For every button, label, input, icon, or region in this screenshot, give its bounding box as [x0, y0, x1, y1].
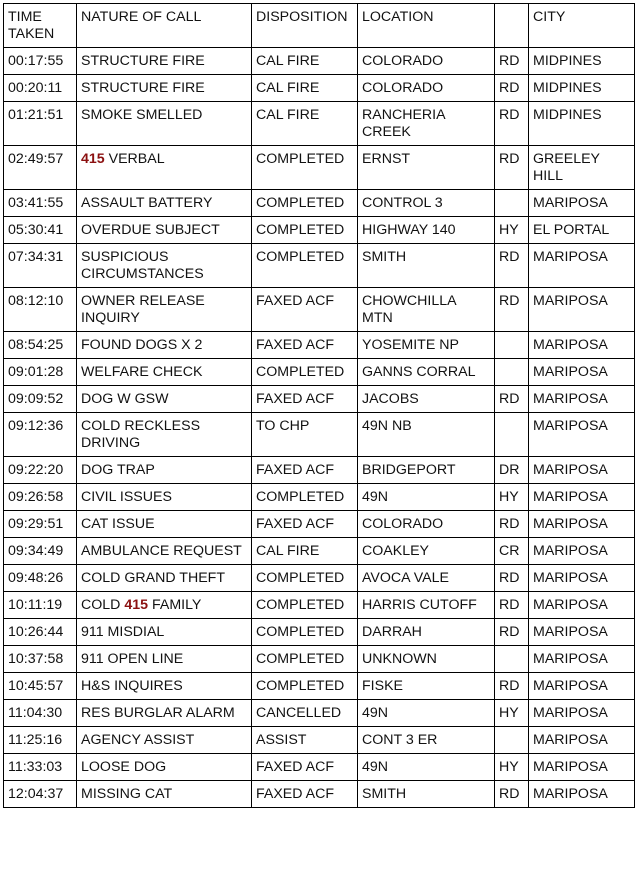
- cell-road-suffix: [495, 727, 529, 754]
- cell-road-suffix: RD: [495, 75, 529, 102]
- cell-time-taken: 08:12:10: [4, 288, 77, 332]
- header-disposition: DISPOSITION: [252, 4, 358, 48]
- cell-time-taken: 10:37:58: [4, 646, 77, 673]
- cell-disposition: TO CHP: [252, 413, 358, 457]
- table-row: [4, 102, 635, 146]
- cell-nature-of-call: [77, 538, 252, 565]
- cell-city: MARIPOSA: [529, 332, 635, 359]
- cell-road-suffix: RD: [495, 386, 529, 413]
- table-row: [4, 484, 635, 511]
- cell-location: DARRAH: [358, 619, 495, 646]
- call-nature-text: CIVIL ISSUES: [81, 489, 172, 505]
- table-row: [4, 288, 635, 332]
- call-nature-text: AGENCY ASSIST: [81, 732, 195, 748]
- cell-disposition: COMPLETED: [252, 484, 358, 511]
- call-nature-text: OWNER RELEASE INQUIRY: [81, 293, 205, 326]
- cell-disposition: CAL FIRE: [252, 102, 358, 146]
- cell-location: 49N: [358, 700, 495, 727]
- cell-city: MARIPOSA: [529, 484, 635, 511]
- cell-location: COLORADO: [358, 48, 495, 75]
- cell-disposition: FAXED ACF: [252, 332, 358, 359]
- call-nature-text: VERBAL: [104, 151, 165, 167]
- cell-city: GREELEY HILL: [529, 146, 635, 190]
- cell-disposition: COMPLETED: [252, 646, 358, 673]
- cell-city: MIDPINES: [529, 75, 635, 102]
- cell-road-suffix: [495, 646, 529, 673]
- cell-time-taken: 10:26:44: [4, 619, 77, 646]
- call-nature-text: CAT ISSUE: [81, 516, 155, 532]
- cell-city: MIDPINES: [529, 48, 635, 75]
- call-log-table: [3, 3, 635, 808]
- cell-road-suffix: RD: [495, 146, 529, 190]
- cell-time-taken: 11:33:03: [4, 754, 77, 781]
- table-row: [4, 457, 635, 484]
- call-code-415: 415: [81, 151, 105, 167]
- cell-disposition: COMPLETED: [252, 244, 358, 288]
- cell-nature-of-call: [77, 332, 252, 359]
- call-nature-text: MISSING CAT: [81, 786, 173, 802]
- cell-location: CHOWCHILLA MTN: [358, 288, 495, 332]
- cell-location: GANNS CORRAL: [358, 359, 495, 386]
- call-nature-text: AMBULANCE REQUEST: [81, 543, 242, 559]
- cell-disposition: FAXED ACF: [252, 457, 358, 484]
- cell-city: MARIPOSA: [529, 565, 635, 592]
- cell-time-taken: 09:22:20: [4, 457, 77, 484]
- call-nature-text: SUSPICIOUS CIRCUMSTANCES: [81, 249, 204, 282]
- cell-time-taken: 09:12:36: [4, 413, 77, 457]
- call-nature-text: OVERDUE SUBJECT: [81, 222, 220, 238]
- cell-road-suffix: [495, 190, 529, 217]
- cell-road-suffix: HY: [495, 700, 529, 727]
- cell-disposition: COMPLETED: [252, 146, 358, 190]
- cell-location: HIGHWAY 140: [358, 217, 495, 244]
- cell-nature-of-call: [77, 754, 252, 781]
- header-suffix: [495, 4, 529, 48]
- table-row: [4, 386, 635, 413]
- cell-nature-of-call: [77, 386, 252, 413]
- header-location: LOCATION: [358, 4, 495, 48]
- cell-location: HARRIS CUTOFF: [358, 592, 495, 619]
- cell-city: MARIPOSA: [529, 754, 635, 781]
- cell-nature-of-call: [77, 217, 252, 244]
- cell-nature-of-call: [77, 565, 252, 592]
- cell-nature-of-call: [77, 244, 252, 288]
- table-row: [4, 619, 635, 646]
- call-nature-text: 911 OPEN LINE: [81, 651, 184, 667]
- cell-time-taken: 09:34:49: [4, 538, 77, 565]
- cell-city: MARIPOSA: [529, 727, 635, 754]
- table-row: [4, 565, 635, 592]
- cell-nature-of-call: [77, 673, 252, 700]
- cell-nature-of-call: [77, 484, 252, 511]
- cell-time-taken: 11:04:30: [4, 700, 77, 727]
- call-nature-text: STRUCTURE FIRE: [81, 53, 205, 69]
- call-nature-text: STRUCTURE FIRE: [81, 80, 205, 96]
- cell-disposition: CAL FIRE: [252, 75, 358, 102]
- call-nature-text: WELFARE CHECK: [81, 364, 203, 380]
- table-row: [4, 754, 635, 781]
- header-time-taken: TIME TAKEN: [4, 4, 77, 48]
- cell-road-suffix: RD: [495, 592, 529, 619]
- cell-road-suffix: [495, 413, 529, 457]
- cell-location: COLORADO: [358, 75, 495, 102]
- table-row: [4, 217, 635, 244]
- cell-disposition: CANCELLED: [252, 700, 358, 727]
- cell-road-suffix: [495, 359, 529, 386]
- table-row: [4, 146, 635, 190]
- call-nature-text: LOOSE DOG: [81, 759, 167, 775]
- cell-disposition: FAXED ACF: [252, 754, 358, 781]
- call-nature-text: DOG TRAP: [81, 462, 155, 478]
- cell-nature-of-call: [77, 288, 252, 332]
- cell-city: MARIPOSA: [529, 700, 635, 727]
- cell-road-suffix: RD: [495, 619, 529, 646]
- table-row: [4, 592, 635, 619]
- cell-location: COLORADO: [358, 511, 495, 538]
- cell-disposition: CAL FIRE: [252, 48, 358, 75]
- cell-time-taken: 01:21:51: [4, 102, 77, 146]
- cell-time-taken: 09:26:58: [4, 484, 77, 511]
- cell-disposition: FAXED ACF: [252, 511, 358, 538]
- cell-city: MARIPOSA: [529, 288, 635, 332]
- cell-disposition: FAXED ACF: [252, 781, 358, 808]
- cell-nature-of-call: [77, 102, 252, 146]
- cell-nature-of-call: [77, 48, 252, 75]
- cell-city: MARIPOSA: [529, 673, 635, 700]
- table-row: [4, 244, 635, 288]
- cell-location: ERNST: [358, 146, 495, 190]
- cell-time-taken: 08:54:25: [4, 332, 77, 359]
- call-nature-text: DOG W GSW: [81, 391, 169, 407]
- cell-disposition: COMPLETED: [252, 190, 358, 217]
- cell-disposition: COMPLETED: [252, 217, 358, 244]
- call-nature-text: FAMILY: [148, 597, 202, 613]
- cell-time-taken: 11:25:16: [4, 727, 77, 754]
- cell-nature-of-call: [77, 592, 252, 619]
- table-row: [4, 781, 635, 808]
- cell-road-suffix: HY: [495, 754, 529, 781]
- call-log-body: [4, 48, 635, 808]
- cell-disposition: CAL FIRE: [252, 538, 358, 565]
- cell-location: CONTROL 3: [358, 190, 495, 217]
- cell-time-taken: 02:49:57: [4, 146, 77, 190]
- cell-road-suffix: RD: [495, 565, 529, 592]
- table-row: [4, 727, 635, 754]
- cell-time-taken: 12:04:37: [4, 781, 77, 808]
- cell-city: MARIPOSA: [529, 359, 635, 386]
- cell-disposition: COMPLETED: [252, 359, 358, 386]
- cell-disposition: COMPLETED: [252, 565, 358, 592]
- cell-disposition: COMPLETED: [252, 619, 358, 646]
- cell-time-taken: 09:01:28: [4, 359, 77, 386]
- cell-nature-of-call: [77, 413, 252, 457]
- cell-disposition: ASSIST: [252, 727, 358, 754]
- cell-time-taken: 09:29:51: [4, 511, 77, 538]
- cell-nature-of-call: [77, 190, 252, 217]
- cell-nature-of-call: [77, 457, 252, 484]
- cell-city: MARIPOSA: [529, 592, 635, 619]
- cell-city: MIDPINES: [529, 102, 635, 146]
- cell-city: MARIPOSA: [529, 619, 635, 646]
- cell-city: MARIPOSA: [529, 244, 635, 288]
- cell-location: AVOCA VALE: [358, 565, 495, 592]
- cell-location: YOSEMITE NP: [358, 332, 495, 359]
- cell-time-taken: 05:30:41: [4, 217, 77, 244]
- cell-time-taken: 09:09:52: [4, 386, 77, 413]
- header-nature-of-call: NATURE OF CALL: [77, 4, 252, 48]
- table-row: [4, 646, 635, 673]
- cell-nature-of-call: [77, 700, 252, 727]
- table-row: [4, 511, 635, 538]
- cell-time-taken: 00:17:55: [4, 48, 77, 75]
- call-nature-text: COLD RECKLESS DRIVING: [81, 418, 201, 451]
- table-row: [4, 190, 635, 217]
- table-row: [4, 538, 635, 565]
- cell-location: UNKNOWN: [358, 646, 495, 673]
- cell-location: FISKE: [358, 673, 495, 700]
- cell-road-suffix: RD: [495, 288, 529, 332]
- cell-road-suffix: HY: [495, 217, 529, 244]
- cell-road-suffix: RD: [495, 244, 529, 288]
- cell-time-taken: 03:41:55: [4, 190, 77, 217]
- cell-city: MARIPOSA: [529, 511, 635, 538]
- cell-city: MARIPOSA: [529, 413, 635, 457]
- cell-road-suffix: RD: [495, 48, 529, 75]
- cell-location: BRIDGEPORT: [358, 457, 495, 484]
- cell-time-taken: 10:45:57: [4, 673, 77, 700]
- cell-nature-of-call: [77, 511, 252, 538]
- table-row: [4, 700, 635, 727]
- table-row: [4, 359, 635, 386]
- call-nature-text: RES BURGLAR ALARM: [81, 705, 235, 721]
- cell-road-suffix: RD: [495, 102, 529, 146]
- cell-time-taken: 00:20:11: [4, 75, 77, 102]
- cell-nature-of-call: [77, 75, 252, 102]
- cell-time-taken: 10:11:19: [4, 592, 77, 619]
- call-nature-text: 911 MISDIAL: [81, 624, 165, 640]
- call-nature-text: ASSAULT BATTERY: [81, 195, 213, 211]
- cell-city: EL PORTAL: [529, 217, 635, 244]
- cell-location: 49N: [358, 484, 495, 511]
- table-row: [4, 673, 635, 700]
- cell-road-suffix: RD: [495, 511, 529, 538]
- call-nature-text: H&S INQUIRES: [81, 678, 183, 694]
- cell-location: JACOBS: [358, 386, 495, 413]
- cell-nature-of-call: [77, 781, 252, 808]
- cell-nature-of-call: [77, 727, 252, 754]
- cell-location: SMITH: [358, 244, 495, 288]
- cell-disposition: COMPLETED: [252, 673, 358, 700]
- cell-city: MARIPOSA: [529, 190, 635, 217]
- cell-road-suffix: [495, 332, 529, 359]
- cell-disposition: FAXED ACF: [252, 288, 358, 332]
- call-nature-text: SMOKE SMELLED: [81, 107, 203, 123]
- cell-location: 49N: [358, 754, 495, 781]
- cell-city: MARIPOSA: [529, 781, 635, 808]
- cell-location: SMITH: [358, 781, 495, 808]
- call-nature-text: COLD GRAND THEFT: [81, 570, 225, 586]
- cell-road-suffix: CR: [495, 538, 529, 565]
- cell-nature-of-call: [77, 359, 252, 386]
- cell-road-suffix: DR: [495, 457, 529, 484]
- table-row: [4, 332, 635, 359]
- cell-location: COAKLEY: [358, 538, 495, 565]
- cell-nature-of-call: [77, 146, 252, 190]
- cell-road-suffix: HY: [495, 484, 529, 511]
- header-row: [4, 4, 635, 48]
- cell-road-suffix: RD: [495, 673, 529, 700]
- cell-disposition: FAXED ACF: [252, 386, 358, 413]
- table-row: [4, 413, 635, 457]
- cell-location: 49N NB: [358, 413, 495, 457]
- cell-time-taken: 09:48:26: [4, 565, 77, 592]
- call-nature-text: FOUND DOGS X 2: [81, 337, 203, 353]
- table-row: [4, 48, 635, 75]
- cell-nature-of-call: [77, 619, 252, 646]
- cell-city: MARIPOSA: [529, 538, 635, 565]
- cell-location: CONT 3 ER: [358, 727, 495, 754]
- cell-disposition: COMPLETED: [252, 592, 358, 619]
- header-city: CITY: [529, 4, 635, 48]
- cell-city: MARIPOSA: [529, 646, 635, 673]
- cell-nature-of-call: [77, 646, 252, 673]
- table-row: [4, 75, 635, 102]
- cell-city: MARIPOSA: [529, 386, 635, 413]
- cell-location: RANCHERIA CREEK: [358, 102, 495, 146]
- cell-time-taken: 07:34:31: [4, 244, 77, 288]
- cell-road-suffix: RD: [495, 781, 529, 808]
- call-code-415: 415: [124, 597, 149, 613]
- cell-city: MARIPOSA: [529, 457, 635, 484]
- call-nature-text: COLD: [81, 597, 125, 613]
